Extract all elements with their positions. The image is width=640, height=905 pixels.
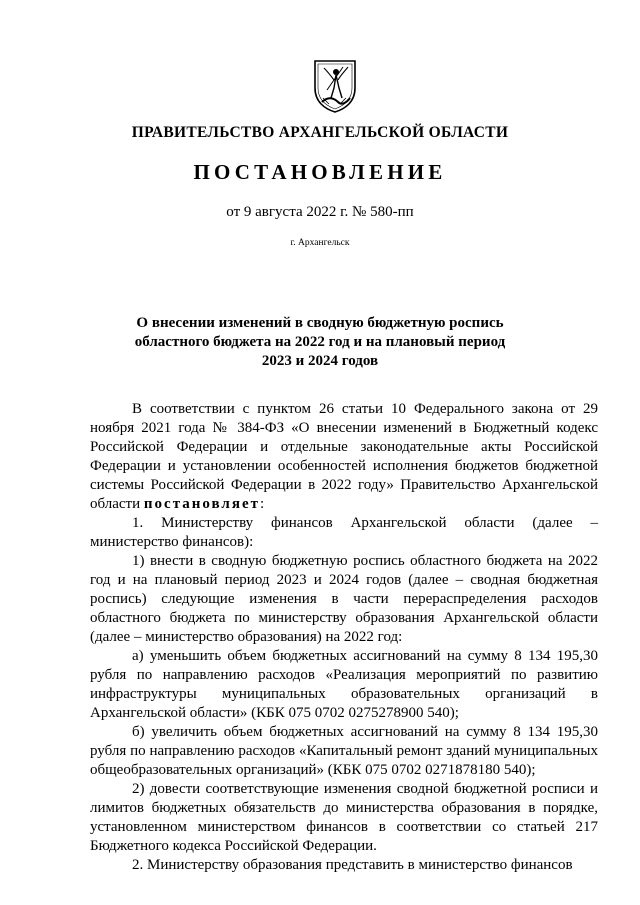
document-date-number: от 9 августа 2022 г. № 580-пп [226,204,414,220]
body-paragraph: а) уменьшить объем бюджетных ассигнований на сумму 8 134 195,30 рубля по направлению расходов «Реализация мероприятий по развитию инфраструктуры муниципальных образовательных организаций в Архангельской области» (КБК 075 0702 0275278900 540); [90,648,598,721]
document-title [120,314,520,371]
body-paragraph: б) увеличить объем бюджетных ассигнований на сумму 8 134 195,30 рубля по направлению расходов «Капитальный ремонт зданий муниципальных общеобразовательных организаций» (КБК 075 0702 0271878180 540); [90,724,598,778]
title-line: О внесении изменений в сводную бюджетную роспись [136,315,504,331]
title-line: областного бюджета на 2022 год и на плановый период [134,334,506,350]
decree-word: постановляет [143,496,260,512]
preamble-paragraph [90,400,598,514]
decree-colon: : [260,496,265,512]
body-paragraph: 1. Министерству финансов Архангельской области (далее – министерство финансов): [90,515,598,550]
document-type: ПОСТАНОВЛЕНИЕ [193,160,447,184]
coat-of-arms-icon [312,58,358,114]
title-line: 2023 и 2024 годов [261,353,379,369]
body-paragraph: 2. Министерству образования представить в министерство финансов [132,857,573,873]
body-paragraph: 2) довести соответствующие изменения сводной бюджетной росписи и лимитов бюджетных обязательств до министерства образования в порядке, установленном министерством финансов в соответствии со статьей 217 Бюджетного кодекса Российской Федерации. [90,781,598,854]
document-city: г. Архангельск [290,238,350,248]
body-paragraph: 1) внести в сводную бюджетную роспись областного бюджета на 2022 год и на плановый период 2023 и 2024 годов (далее – сводная бюджетная роспись) следующие изменения в части перераспределения расходов областного бюджета по министерству образования Архангельской области (далее – министерство образования) на 2022 год: [90,553,598,645]
organization-name: ПРАВИТЕЛЬСТВО АРХАНГЕЛЬСКОЙ ОБЛАСТИ [131,124,509,141]
document-body [90,400,598,875]
preamble-text: В соответствии с пунктом 26 статьи 10 Федерального закона от 29 ноября 2021 года № 384-ФЗ «О внесении изменений в Бюджетный кодекс Российской Федерации и отдельные законодательные акты Российской Федерации и установлении особенностей исполнения бюджетов бюджетной системы Российской Федерации в 2022 году» Правительство Архангельской области [90,401,598,512]
